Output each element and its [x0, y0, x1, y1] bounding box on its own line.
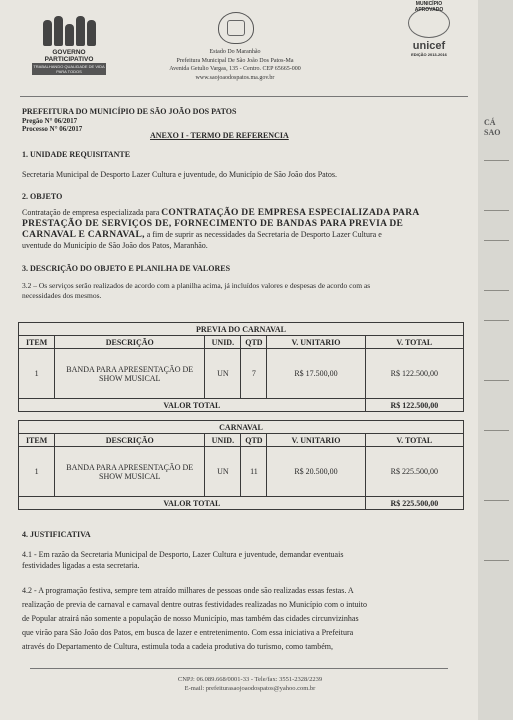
cell-item: 1: [19, 447, 55, 497]
table-title: PREVIA DO CARNAVAL: [19, 323, 464, 336]
section-1-title: 1. UNIDADE REQUISITANTE: [22, 150, 131, 159]
col-v-unitario: V. UNITARIO: [267, 434, 365, 447]
adjacent-line: [484, 430, 509, 431]
letterhead-website: www.saojoaodospatos.ma.gov.br: [195, 74, 275, 81]
cell-descricao: BANDA PARA APRESENTAÇÃO DE SHOW MUSICAL: [55, 447, 205, 497]
cell-descricao: BANDA PARA APRESENTAÇÃO DE SHOW MUSICAL: [55, 349, 205, 399]
footer-email: E-mail: prefeiturasaojoaodospatos@yahoo.com.br: [184, 685, 316, 692]
cell-qtd: 11: [241, 447, 267, 497]
table-header-row: [19, 434, 464, 447]
governo-participativo-logo: [32, 12, 106, 75]
table-title-row: [19, 323, 464, 336]
cell-v-total: R$ 122.500,00: [365, 349, 463, 399]
para-4-1-line-2: festividades ligadas a esta secretaria.: [22, 561, 140, 570]
table-previa-carnaval: [18, 322, 464, 412]
section-2-line-3a: CARNAVAL E CARNAVAL,: [22, 230, 145, 240]
col-unid: UNID.: [205, 336, 241, 349]
section-2-line-2: PRESTAÇÃO DE SERVIÇOS DE, FORNECIMENTO DE BANDAS PARA PREVIA DE: [22, 219, 404, 229]
footer-divider: [30, 668, 448, 669]
header-divider: [20, 96, 468, 97]
para-4-2-line-2: realização de previa de carnaval e carnaval dentre outras festividades realizadas no Município com o intuito: [22, 600, 367, 609]
table-row: [19, 447, 464, 497]
total-label: VALOR TOTAL: [19, 497, 366, 510]
letterhead-state: Estado Do Maranhão: [209, 49, 261, 55]
total-value: R$ 225.500,00: [365, 497, 463, 510]
adjacent-line: [484, 500, 509, 501]
unicef-word: unicef: [412, 40, 446, 52]
coat-of-arms-icon: [218, 12, 254, 44]
col-v-unitario: V. UNITARIO: [267, 336, 365, 349]
adjacent-page-text-1: CÁ: [484, 118, 496, 127]
section-2-line-1b: CONTRATAÇÃO DE EMPRESA ESPECIALIZADA PARA: [161, 208, 420, 218]
table-carnaval: [18, 420, 464, 510]
section-2-line-4: uventude do Município de São João dos Patos, Maranhão.: [22, 241, 208, 250]
section-2-line-3: [22, 230, 382, 240]
cell-unid: UN: [205, 447, 241, 497]
para-4-2-line-3: de Popular atrairá não somente a população de nosso Município, mas também das cidades circunvizinhas: [22, 614, 359, 623]
col-qtd: QTD: [241, 336, 267, 349]
col-descricao: DESCRIÇÃO: [55, 336, 205, 349]
cell-qtd: 7: [241, 349, 267, 399]
col-v-total: V. TOTAL: [365, 336, 463, 349]
unicef-globe-icon: [408, 1, 450, 38]
section-3-text-2: necessidades dos mesmos.: [22, 291, 102, 300]
logo-subtitle: TRABALHANDO QUALIDADE DE VIDA PARA TODOS: [33, 64, 105, 74]
col-v-total: V. TOTAL: [365, 434, 463, 447]
section-4-title: 4. JUSTIFICATIVA: [22, 530, 91, 539]
adjacent-line: [484, 380, 509, 381]
adjacent-line: [484, 240, 509, 241]
para-4-2-line-4: que virão para São João dos Patos, em busca de lazer e entretenimento. Com essa iniciativa a Prefeitura: [22, 628, 354, 637]
table-title-row: [19, 421, 464, 434]
total-value: R$ 122.500,00: [365, 399, 463, 412]
org-name: PREFEITURA DO MUNICÍPIO DE SÃO JOÃO DOS PATOS: [22, 107, 237, 116]
table-total-row: [19, 497, 464, 510]
section-2-line-1a: Contratação de empresa especializada para: [22, 208, 160, 217]
section-3-text-1: 3.2 – Os serviços serão realizados de acordo com a planilha acima, já incluídos valores e despesas de acordo com as: [22, 281, 371, 290]
adjacent-line: [484, 160, 509, 161]
logo-title: GOVERNO PARTICIPATIVO: [44, 49, 94, 63]
adjacent-line: [484, 320, 509, 321]
para-4-1-line-1: 4.1 - Em razão da Secretaria Municipal de Desporto, Lazer Cultura e juventude, demandar eventuais: [22, 550, 344, 559]
cell-v-total: R$ 225.500,00: [365, 447, 463, 497]
letterhead-address: Avenida Getulio Vargas, 135 - Centro. CEP 65665-000: [169, 66, 301, 72]
para-4-2-line-1: 4.2 - A programação festiva, sempre tem atraído milhares de pessoas onde são realizadas essas festas. A: [22, 586, 354, 595]
col-item: ITEM: [19, 434, 55, 447]
table-total-row: [19, 399, 464, 412]
total-label: VALOR TOTAL: [19, 399, 366, 412]
footer-cnpj: CNPJ: 06.089.668/0001-33 - Tele/fax: 3551-2328/2239: [177, 676, 323, 683]
adjacent-page: [478, 0, 513, 720]
section-2-line-3b: a fim de suprir as necessidades da Secretaria de Desporto Lazer Cultura e: [146, 230, 382, 239]
letterhead-prefeitura: Prefeitura Municipal De São João Dos Patos-Ma: [176, 57, 294, 64]
pregao-number: Pregão N° 06/2017: [22, 117, 78, 125]
col-unid: UNID.: [205, 434, 241, 447]
section-2-line-1: [22, 208, 420, 218]
anexo-title: ANEXO I - TERMO DE REFERENCIA: [150, 131, 289, 140]
unicef-seal: [400, 1, 458, 57]
cell-v-unitario: R$ 20.500,00: [267, 447, 365, 497]
col-descricao: DESCRIÇÃO: [55, 434, 205, 447]
cell-unid: UN: [205, 349, 241, 399]
adjacent-line: [484, 290, 509, 291]
people-logo-icon: [32, 12, 106, 46]
footer: [100, 675, 400, 693]
adjacent-line: [484, 210, 509, 211]
table-row: [19, 349, 464, 399]
processo-number: Processo N° 06/2017: [22, 125, 83, 133]
section-1-text: Secretaria Municipal de Desporto Lazer Cultura e juventude, do Município de São João dos Patos.: [22, 170, 338, 179]
unicef-edition: EDIÇÃO 2013-2016: [411, 52, 447, 57]
table-header-row: [19, 336, 464, 349]
section-2-title: 2. OBJETO: [22, 192, 63, 201]
adjacent-page-text-2: SAO: [484, 128, 501, 137]
letterhead: [120, 48, 350, 82]
adjacent-line: [484, 560, 509, 561]
col-qtd: QTD: [241, 434, 267, 447]
cell-item: 1: [19, 349, 55, 399]
unicef-ring-text: MUNICÍPIO APROVADO: [414, 1, 444, 13]
section-3-title: 3. DESCRIÇÃO DO OBJETO E PLANILHA DE VALORES: [22, 264, 231, 273]
col-item: ITEM: [19, 336, 55, 349]
table-title: CARNAVAL: [19, 421, 464, 434]
para-4-2-line-5: através do Departamento de Cultura, estimula toda a cadeia produtiva do turismo, como também,: [22, 642, 334, 651]
cell-v-unitario: R$ 17.500,00: [267, 349, 365, 399]
